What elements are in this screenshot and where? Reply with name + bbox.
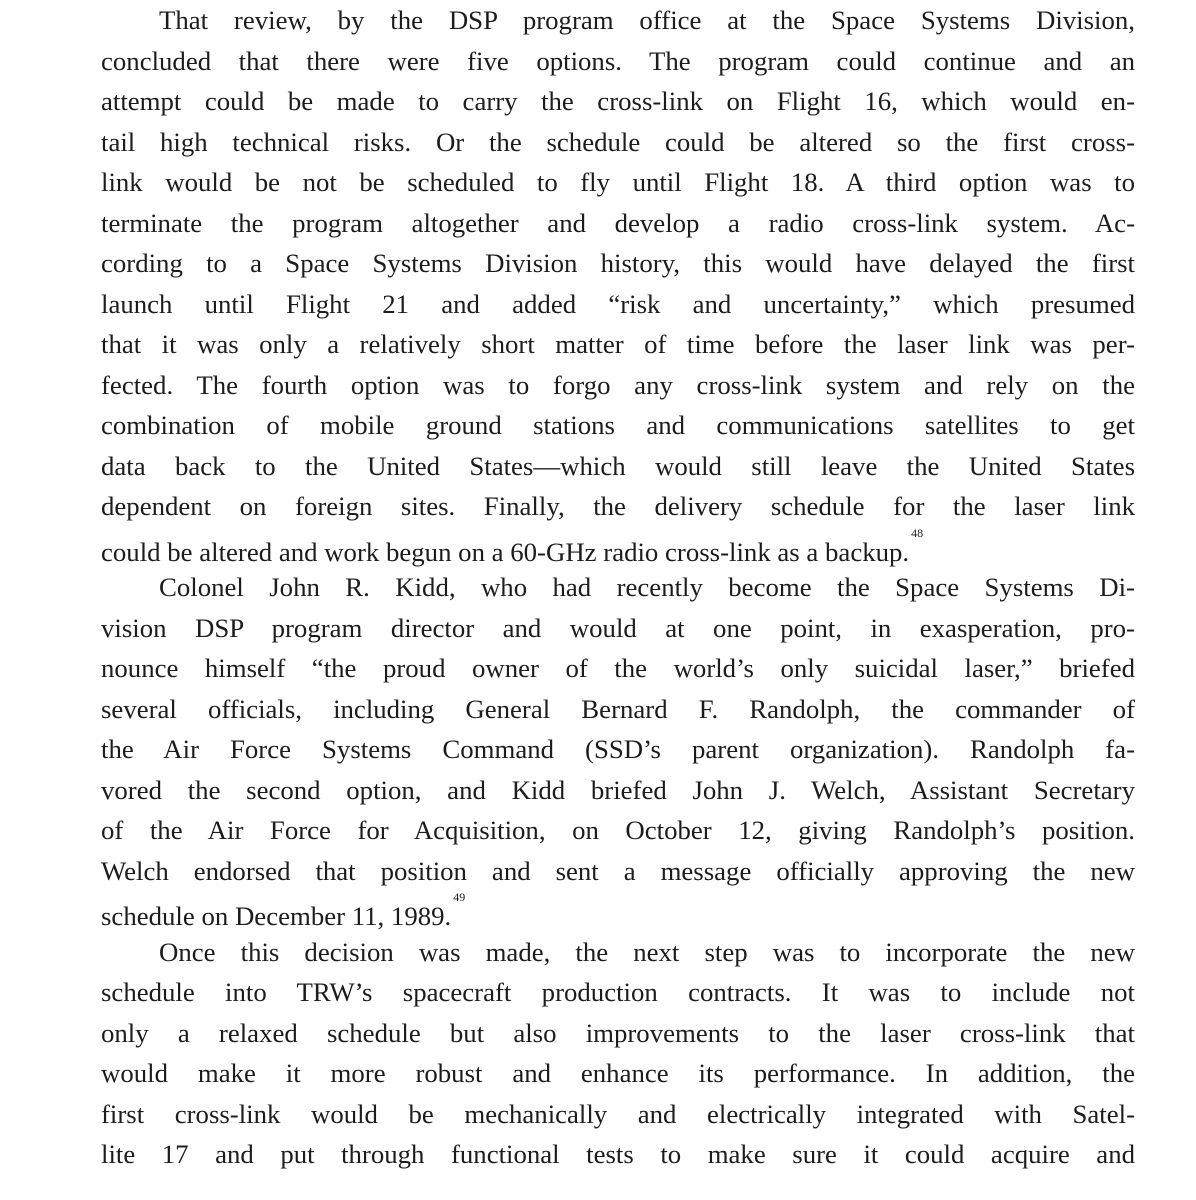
text-line: combination of mobile ground stations and communications satellites to get xyxy=(101,410,1135,440)
text-line: concluded that there were five options. The program could continue and an xyxy=(101,45,1135,76)
text-line: vored the second option, and Kidd briefed John J. Welch, Assistant Secretary xyxy=(101,774,1135,805)
text-line: the Air Force Systems Command (SSD’s parent organization). Randolph fa- xyxy=(101,734,1135,764)
paragraph-five-options xyxy=(101,0,1135,567)
footnote-marker[interactable]: 48 xyxy=(911,525,924,540)
text-line: Once this decision was made, the next step was to incorporate the new xyxy=(159,936,1135,967)
text-line xyxy=(101,891,1135,932)
text-line: That review, by the DSP program office at the Space Systems Division, xyxy=(159,5,1135,35)
text-line: link would be not be scheduled to fly until Flight 18. A third option was to xyxy=(101,167,1135,197)
text-line: several officials, including General Bernard F. Randolph, the commander of xyxy=(101,693,1135,724)
text-line: nounce himself “the proud owner of the world’s only suicidal laser,” briefed xyxy=(101,653,1135,683)
text-line: launch until Flight 21 and added “risk and uncertainty,” which presumed xyxy=(101,288,1135,319)
paragraph-new-schedule xyxy=(101,932,1135,1175)
text-line: tail high technical risks. Or the schedule could be altered so the first cross- xyxy=(101,126,1135,157)
text-line: Colonel John R. Kidd, who had recently become the Space Systems Di- xyxy=(159,572,1135,602)
text-line: attempt could be made to carry the cross-link on Flight 16, which would en- xyxy=(101,86,1135,116)
text-line: lite 17 and put through functional tests to make sure it could acquire and xyxy=(101,1139,1135,1169)
text-line xyxy=(101,527,1135,568)
text-line: vision DSP program director and would at one point, in exasperation, pro- xyxy=(101,612,1135,643)
text-line-content: could be altered and work begun on a 60-GHz radio cross-link as a backup. xyxy=(101,536,910,567)
paragraph-kidd-briefing xyxy=(101,567,1135,932)
text-line: schedule into TRW’s spacecraft production contracts. It was to include not xyxy=(101,977,1135,1007)
text-line: would make it more robust and enhance its performance. In addition, the xyxy=(101,1058,1135,1088)
text-line: only a relaxed schedule but also improvements to the laser cross-link that xyxy=(101,1017,1135,1048)
text-line: that it was only a relatively short matter of time before the laser link was per- xyxy=(101,329,1135,359)
text-line-content: schedule on December 11, 1989. xyxy=(101,900,452,931)
text-line: Welch endorsed that position and sent a message officially approving the new xyxy=(101,855,1135,886)
text-line: data back to the United States—which would still leave the United States xyxy=(101,450,1135,481)
text-line: first cross-link would be mechanically and electrically integrated with Satel- xyxy=(101,1098,1135,1129)
text-line: cording to a Space Systems Division history, this would have delayed the first xyxy=(101,248,1135,278)
text-line: fected. The fourth option was to forgo any cross-link system and rely on the xyxy=(101,369,1135,400)
text-line: of the Air Force for Acquisition, on October 12, giving Randolph’s position. xyxy=(101,815,1135,845)
footnote-marker[interactable]: 49 xyxy=(453,890,466,904)
document-page xyxy=(101,0,1135,1175)
text-line: terminate the program altogether and develop a radio cross-link system. Ac- xyxy=(101,207,1135,238)
text-line: dependent on foreign sites. Finally, the delivery schedule for the laser link xyxy=(101,491,1135,521)
